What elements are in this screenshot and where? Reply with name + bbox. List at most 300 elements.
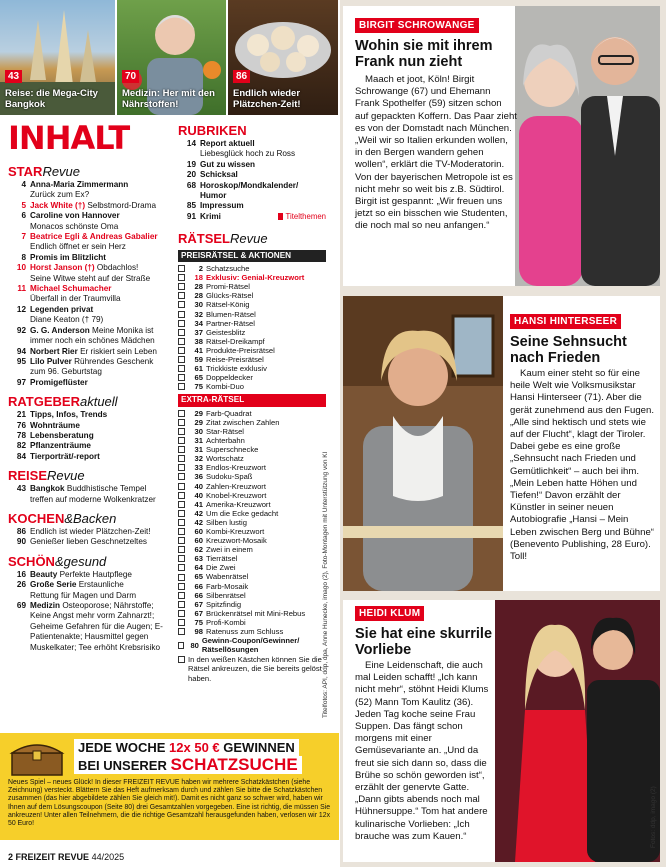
puzzle-item — [178, 427, 326, 436]
list-item — [8, 537, 173, 547]
item-page-number: 2 — [198, 264, 203, 274]
top-caption: Medizin: Her mit den Nährstoffen! — [122, 88, 215, 110]
item-page-number: 40 — [194, 481, 203, 491]
article-title: Sie hat eine skurrile Vorliebe — [355, 626, 493, 658]
item-page-number: 28 — [194, 282, 203, 292]
item-title: Promis im Blitzlicht — [30, 252, 106, 262]
klum-kaulitz-photo — [495, 600, 660, 862]
puzzle-item — [178, 282, 326, 291]
puzzle-item — [178, 436, 326, 445]
checkbox[interactable] — [178, 265, 185, 272]
item-text: Ratenuss zum Schluss — [206, 627, 284, 637]
item-page-number: 12 — [16, 304, 26, 314]
item-page-number: 33 — [194, 463, 203, 473]
reise-list — [8, 484, 173, 505]
item-title: Legenden privat — [30, 304, 94, 314]
puzzle-item — [178, 328, 326, 337]
checkbox[interactable] — [178, 410, 185, 417]
item-page-number: 31 — [194, 436, 203, 446]
item-subtitle-2: Diane Keaton († 79) — [30, 315, 104, 325]
list-item — [8, 357, 173, 378]
article-text: Kaum einer steht so für eine heile Welt wie Volksmusikstar Hansi Hinterseer (71). Aber die gerät zunehmend aus den Fugen. „Alle sind hektisch und stets wie auf der Flucht“, klagt der Tiroler. Dabei gebe es eine große „Sehnsucht nach Frieden und Gemütlichkeit“ – auch bei ihm. „Mein Leben hatte Höhen und Tiefen!“ Davon erzählt der Künstler in seiner neuen Autobiografie „Hansi – Mein Leben zwischen Berg und Bühne“ (Benevento Publishing, 28 Euro). Toll! — [510, 368, 655, 563]
article-title: Wohin sie mit ihrem Frank nun zieht — [355, 38, 493, 70]
item-page-number: 26 — [16, 580, 26, 590]
item-page-number: 76 — [16, 420, 26, 430]
item-page-number: 18 — [194, 273, 203, 283]
item-page-number: 40 — [194, 490, 203, 500]
item-page-number: 10 — [16, 263, 26, 273]
schatzsuche-box — [0, 733, 339, 840]
item-title: Report aktuell — [200, 139, 255, 148]
top-caption: Endlich wieder Plätzchen-Zeit! — [233, 88, 301, 110]
item-text — [30, 484, 173, 505]
item-text — [30, 211, 173, 232]
item-title: Schicksal — [200, 170, 238, 180]
item-page-number: 91 — [186, 211, 196, 221]
article-hinterseer — [343, 296, 660, 591]
item-page-number: 32 — [194, 309, 203, 319]
puzzle-item — [178, 445, 326, 454]
checkbox[interactable] — [178, 510, 185, 517]
puzzle-item — [178, 418, 326, 427]
item-text: Silben lustig — [206, 517, 247, 527]
item-title: Tierporträt/-report — [30, 451, 100, 461]
left-column — [8, 158, 173, 653]
item-page-number: 41 — [194, 345, 203, 355]
schoen-list — [8, 570, 173, 653]
top-photo-bangkok[interactable] — [0, 0, 115, 115]
item-title: Jack White (†) — [30, 200, 86, 210]
checkbox[interactable] — [178, 446, 185, 453]
photo-credits: Titelfotos: API, ddp, dpa, Anne Hunecke, imago (2), Foto-Montagen mit Unterstützung von KI — [322, 451, 329, 718]
page-number-badge: 86 — [233, 70, 250, 83]
item-text: Zwei in einem — [206, 545, 253, 555]
item-text: Farb-Mosaik — [206, 581, 249, 591]
puzzle-item — [178, 600, 326, 609]
checkbox[interactable] — [178, 610, 185, 617]
item-page-number: 94 — [16, 346, 26, 356]
item-subtitle-2: zum 96. Geburtstag — [30, 367, 102, 377]
item-text: Achterbahn — [206, 436, 245, 446]
section-star-revue: STARRevue — [8, 164, 81, 179]
item-subtitle-2: Liebesglück hoch zu Ross — [200, 149, 296, 159]
puzzle-item — [178, 518, 326, 527]
checkbox[interactable] — [178, 555, 185, 562]
item-page-number: 62 — [194, 545, 203, 555]
item-text — [30, 232, 173, 253]
item-page-number: 30 — [194, 426, 203, 436]
item-subtitle-2: Zurück zum Ex? — [30, 190, 90, 200]
puzzle-item — [178, 337, 326, 346]
item-title: Anna-Maria Zimmermann — [30, 180, 129, 189]
item-page-number: 80 — [190, 640, 199, 650]
item-text: Reise-Preisrätsel — [206, 355, 264, 364]
item-text: Tierrätsel — [206, 554, 238, 564]
item-text: Glücks-Rätsel — [206, 291, 254, 301]
checkbox[interactable] — [178, 492, 185, 499]
checkbox[interactable] — [178, 283, 185, 290]
checkbox[interactable] — [178, 419, 185, 426]
hinterseer-photo — [343, 296, 503, 591]
list-item — [8, 201, 173, 211]
item-title: Tipps, Infos, Trends — [30, 410, 108, 420]
puzzle-item — [178, 636, 326, 654]
puzzle-item — [178, 409, 326, 418]
puzzle-item — [178, 591, 326, 600]
item-page-number: 97 — [16, 377, 26, 387]
item-page-number: 90 — [16, 537, 26, 547]
checkbox[interactable] — [178, 583, 185, 590]
article-tag: HEIDI KLUM — [355, 606, 424, 621]
list-item — [8, 378, 173, 388]
item-text — [30, 421, 173, 431]
puzzle-item — [178, 618, 326, 627]
page-number-badge: 43 — [5, 70, 22, 83]
item-text: Zitat zwischen Zahlen — [206, 417, 280, 427]
list-item — [8, 580, 173, 601]
checkbox[interactable] — [178, 292, 185, 299]
puzzle-item — [178, 300, 326, 309]
item-text: Wortschatz — [206, 454, 244, 464]
puzzle-item — [178, 364, 326, 373]
item-subtitle: Perfekte Hautpflege — [59, 569, 132, 579]
item-page-number: 75 — [194, 617, 203, 627]
footer: 2 FREIZEIT REVUE 44/2025 — [8, 852, 125, 862]
item-text — [30, 441, 173, 451]
page-number-badge: 70 — [122, 70, 139, 83]
item-title: G. G. Anderson — [30, 325, 90, 335]
list-item — [178, 170, 326, 180]
item-subtitle: Selbstmord-Drama — [87, 200, 157, 210]
item-page-number: 34 — [194, 318, 203, 328]
item-title: Impressum — [200, 201, 244, 211]
item-subtitle: Meine Monika ist — [92, 325, 154, 335]
puzzle-item — [178, 355, 326, 364]
kochen-list — [8, 527, 173, 548]
checkbox[interactable] — [178, 437, 185, 444]
item-page-number: 41 — [194, 499, 203, 509]
middle-column — [178, 123, 326, 683]
item-title: Horst Janson (†) — [30, 263, 95, 273]
checkbox[interactable] — [178, 574, 185, 581]
item-page-number: 30 — [194, 300, 203, 310]
item-text — [30, 253, 173, 263]
item-text — [200, 181, 326, 202]
item-text: Partner-Rätsel — [206, 318, 255, 328]
item-text: Brückenrätsel mit Mini-Rebus — [206, 608, 306, 618]
article-text: Eine Leidenschaft, die auch mal Leiden schafft! „Ich kann nicht mehr“, stöhnt Heidi Klums (52) Mann Tom Kaulitz (36). Jeden Tag koche seine Frau Suppen. Das fängt schon morgens mit einer Gemüsevariante an. „Und da freut sie sich dann so, dass die Brühe so schön geworden ist“, erzählt der genervte Gatte. „Dann gibts abends noch mal Hühnersuppe.“ Tom hat andere kulinarische Vorlieben: „Ich brauche was zum Kauen.“ — [355, 660, 489, 842]
checkbox[interactable] — [178, 642, 184, 649]
item-title: Promigeflüster — [30, 377, 88, 387]
item-page-number: 36 — [194, 472, 203, 482]
item-text — [30, 580, 173, 601]
checkbox[interactable] — [178, 537, 185, 544]
item-title: Michael Schumacher — [30, 284, 112, 294]
item-page-number: 5 — [21, 200, 26, 210]
item-title: Pflanzenträume — [30, 441, 91, 451]
item-text — [30, 537, 173, 547]
puzzle-item — [178, 545, 326, 554]
list-item — [178, 139, 326, 160]
item-subtitle: Rührendes Geschenk — [74, 356, 154, 366]
item-page-number: 31 — [194, 445, 203, 455]
puzzle-item — [178, 319, 326, 328]
checkbox[interactable] — [178, 428, 185, 435]
item-text: Blumen-Rätsel — [206, 309, 256, 319]
item-page-number: 43 — [16, 484, 26, 494]
section-reise: REISERevue — [8, 468, 85, 484]
item-subtitle-2: Keine Angst mehr vorm Zahnarzt!; Geheime Gefahren für die Augen; E-Patientenakte; Hausmittel gegen Muskelkater; Tee erhöht Krebsrisiko — [30, 611, 163, 652]
checkbox[interactable] — [178, 656, 185, 663]
item-page-number: 69 — [16, 601, 26, 610]
list-item — [8, 484, 173, 505]
checkbox[interactable] — [178, 383, 185, 390]
item-text — [30, 180, 173, 201]
puzzle-item — [178, 627, 326, 636]
item-subtitle-2: immer noch ein schönes Mädchen — [30, 336, 155, 346]
item-page-number: 60 — [194, 527, 203, 536]
rubriken-list — [178, 139, 326, 222]
item-text — [30, 263, 173, 284]
item-page-number: 37 — [194, 327, 203, 337]
item-page-number: 65 — [194, 572, 203, 582]
item-title: Gut zu wissen — [200, 159, 256, 169]
list-item — [178, 181, 326, 202]
item-page-number: 98 — [194, 627, 203, 637]
puzzle-item — [178, 554, 326, 563]
list-item — [8, 232, 173, 253]
titelthemen-legend: Titelthemen — [178, 212, 326, 222]
item-page-number: 14 — [186, 139, 196, 148]
list-item — [8, 527, 173, 537]
article-tag: HANSI HINTERSEER — [510, 314, 621, 329]
puzzle-item — [178, 527, 326, 536]
checkbox[interactable] — [178, 374, 185, 381]
item-text: Promi-Rätsel — [206, 282, 250, 292]
list-item — [178, 160, 326, 170]
item-page-number: 84 — [16, 451, 26, 461]
item-text — [30, 326, 173, 347]
item-subtitle-2: Monacos schönste Oma — [30, 221, 119, 231]
preisraetsel-header: PREISRÄTSEL & AKTIONEN — [178, 250, 326, 262]
puzzle-item — [178, 491, 326, 500]
section-ratgeber: RATGEBERaktuell — [8, 394, 118, 410]
item-subtitle: Osteoporose; Nährstoffe; — [62, 601, 154, 610]
checkbox[interactable] — [178, 320, 185, 327]
puzzle-item — [178, 310, 326, 319]
item-page-number: 20 — [186, 170, 196, 180]
puzzle-item — [178, 382, 326, 391]
item-page-number: 85 — [186, 201, 196, 211]
top-photo-medizin[interactable] — [117, 0, 226, 115]
item-text: Kombi-Kreuzwort — [206, 527, 265, 536]
item-page-number: 65 — [194, 373, 203, 383]
checkbox[interactable] — [178, 301, 185, 308]
checkbox[interactable] — [178, 501, 185, 508]
item-text: Doppeldecker — [206, 373, 253, 383]
item-title: Bangkok — [30, 484, 65, 494]
item-page-number: 82 — [16, 441, 26, 451]
puzzle-item — [178, 572, 326, 581]
item-text: Superschnecke — [206, 445, 259, 455]
checkbox[interactable] — [178, 274, 185, 281]
item-subtitle-2: treffen auf moderne Wolkenkratzer — [30, 494, 156, 504]
item-title: Wohnträume — [30, 420, 80, 430]
checkbox[interactable] — [178, 455, 185, 462]
item-page-number: 63 — [194, 554, 203, 564]
item-text — [30, 347, 173, 357]
checkbox[interactable] — [178, 347, 185, 354]
item-subtitle: Obdachlos! — [96, 263, 139, 273]
item-text — [30, 527, 173, 537]
item-title: Große Serie — [30, 580, 77, 590]
item-subtitle: Endlich ist wieder Plätzchen-Zeit! — [30, 526, 151, 536]
item-page-number: 16 — [16, 569, 26, 579]
item-text — [30, 431, 173, 441]
item-page-number: 78 — [16, 430, 26, 440]
item-title: Medizin — [30, 601, 61, 610]
puzzle-item — [178, 509, 326, 518]
item-text — [30, 305, 173, 326]
item-page-number: 8 — [21, 252, 26, 262]
top-caption: Reise: die Mega-City Bangkok — [5, 88, 98, 110]
puzzle-item — [178, 463, 326, 472]
list-item — [8, 431, 173, 441]
list-item — [8, 441, 173, 451]
raetsel-note: In den weißen Kästchen können Sie die Rätsel ankreuzen, die Sie bereits gelöst haben. — [178, 655, 326, 682]
extraraetsel-header: EXTRA-RÄTSEL — [178, 394, 326, 406]
item-text — [30, 357, 173, 378]
item-title: Beauty — [30, 569, 58, 579]
checkbox[interactable] — [178, 528, 185, 535]
item-text: Wabenrätsel — [206, 572, 249, 582]
item-text — [30, 452, 173, 462]
checkbox[interactable] — [178, 619, 185, 626]
item-text: Rätsel-König — [206, 300, 250, 310]
list-item — [8, 253, 173, 263]
item-page-number: 61 — [194, 364, 203, 374]
item-page-number: 66 — [194, 590, 203, 600]
puzzle-item — [178, 264, 326, 273]
list-item — [8, 421, 173, 431]
checkbox[interactable] — [178, 365, 185, 372]
item-text — [30, 410, 173, 420]
checkbox[interactable] — [178, 564, 185, 571]
item-text: Gewinn-Coupon/Gewinner/ Rätsellösungen — [201, 636, 300, 655]
item-page-number: 60 — [194, 536, 203, 546]
item-text — [30, 601, 173, 653]
item-text: Endlos-Kreuzwort — [206, 463, 266, 473]
item-title: Norbert Rier — [30, 346, 78, 356]
item-text: Profi-Kombi — [206, 617, 246, 627]
item-text: Spitzfindig — [206, 599, 242, 609]
item-title: Krimi — [200, 211, 221, 221]
checkbox[interactable] — [178, 473, 185, 480]
item-text: Sudoku-Spaß — [206, 472, 253, 482]
list-item — [8, 305, 173, 326]
item-page-number: 86 — [16, 526, 26, 536]
puzzle-item — [178, 500, 326, 509]
item-subtitle: Er riskiert sein Leben — [80, 346, 157, 356]
item-text: Amerika-Kreuzwort — [206, 499, 271, 509]
item-text: Schatzsuche — [206, 264, 250, 274]
photo-credits-right: Fotos: ddp, imago (2) — [650, 786, 657, 848]
item-page-number: 68 — [186, 180, 196, 190]
list-item — [178, 201, 326, 211]
article-schrowange — [343, 6, 660, 286]
top-photo-plaetzchen[interactable] — [228, 0, 338, 115]
item-subtitle-2: Seine Witwe steht auf der Straße — [30, 273, 151, 283]
item-text: Silbenrätsel — [206, 590, 246, 600]
puzzle-item — [178, 563, 326, 572]
item-page-number: 29 — [194, 408, 203, 418]
item-text — [30, 378, 173, 388]
checkbox[interactable] — [178, 546, 185, 553]
item-title: Lebensberatung — [30, 430, 94, 440]
item-page-number: 66 — [194, 581, 203, 591]
checkbox[interactable] — [178, 356, 185, 363]
checkbox[interactable] — [178, 519, 185, 526]
puzzle-item — [178, 346, 326, 355]
star-list — [8, 180, 173, 388]
item-page-number: 67 — [194, 599, 203, 609]
list-item — [8, 263, 173, 284]
puzzle-item — [178, 482, 326, 491]
section-schoen: SCHÖN&gesund — [8, 553, 107, 569]
puzzle-item — [178, 582, 326, 591]
item-title: Caroline von Hannover — [30, 211, 120, 221]
ratgeber-list — [8, 410, 173, 462]
checkbox[interactable] — [178, 628, 185, 635]
checkbox[interactable] — [178, 338, 185, 345]
puzzle-item — [178, 472, 326, 481]
item-title: Horoskop/Mondkalender/ Humor — [200, 180, 299, 201]
list-item — [8, 326, 173, 347]
item-text: Exklusiv: Genial-Kreuzwort — [206, 273, 305, 283]
item-page-number: 29 — [194, 417, 203, 427]
item-text: Geistesblitz — [206, 327, 246, 337]
item-page-number: 19 — [186, 159, 196, 169]
schatz-headline: JEDE WOCHE 12x 50 € GEWINNEN BEI UNSERER SCHATZSUCHE — [74, 739, 302, 774]
list-item — [8, 601, 173, 653]
puzzle-item — [178, 536, 326, 545]
puzzle-item — [178, 454, 326, 463]
item-page-number: 11 — [17, 284, 26, 294]
item-text: Kreuzwort-Mosaik — [206, 536, 267, 546]
item-text — [200, 170, 326, 180]
puzzle-item — [178, 609, 326, 618]
puzzle-item — [178, 373, 326, 382]
item-text — [30, 570, 173, 580]
checkbox[interactable] — [178, 329, 185, 336]
item-text: Trickkiste exklusiv — [206, 364, 267, 374]
page-title: INHALT — [8, 119, 130, 157]
item-page-number: 75 — [194, 382, 203, 392]
item-page-number: 4 — [21, 180, 26, 189]
checkbox[interactable] — [178, 601, 185, 608]
article-text: Maach et joot, Köln! Birgit Schrowange (67) und Ehemann Frank Spothelfer (59) sitzen schon auf gepackten Koffern. Das Paar zieht es von der Domstadt nach München. „Weil wir so Italien erkunden wollen, in den Bergen wandern gehen wollen“, erklärt die TV-Moderatorin. Von der bayerischen Metropole ist es nicht mehr so weit bis z.B. Südtirol. Birgit ist gespannt: „Wir freuen uns jetzt so ein bisschen wie Studenten, die noch mal so neu anfangen.“ — [355, 74, 517, 232]
article-tag: BIRGIT SCHROWANGE — [355, 18, 479, 33]
item-page-number: 64 — [194, 563, 203, 573]
item-page-number: 67 — [194, 608, 203, 618]
checkbox[interactable] — [178, 592, 185, 599]
item-text — [200, 201, 326, 211]
checkbox[interactable] — [178, 311, 185, 318]
section-rubriken: RUBRIKEN — [178, 123, 247, 138]
checkbox[interactable] — [178, 483, 185, 490]
puzzle-item — [178, 273, 326, 282]
checkbox[interactable] — [178, 464, 185, 471]
